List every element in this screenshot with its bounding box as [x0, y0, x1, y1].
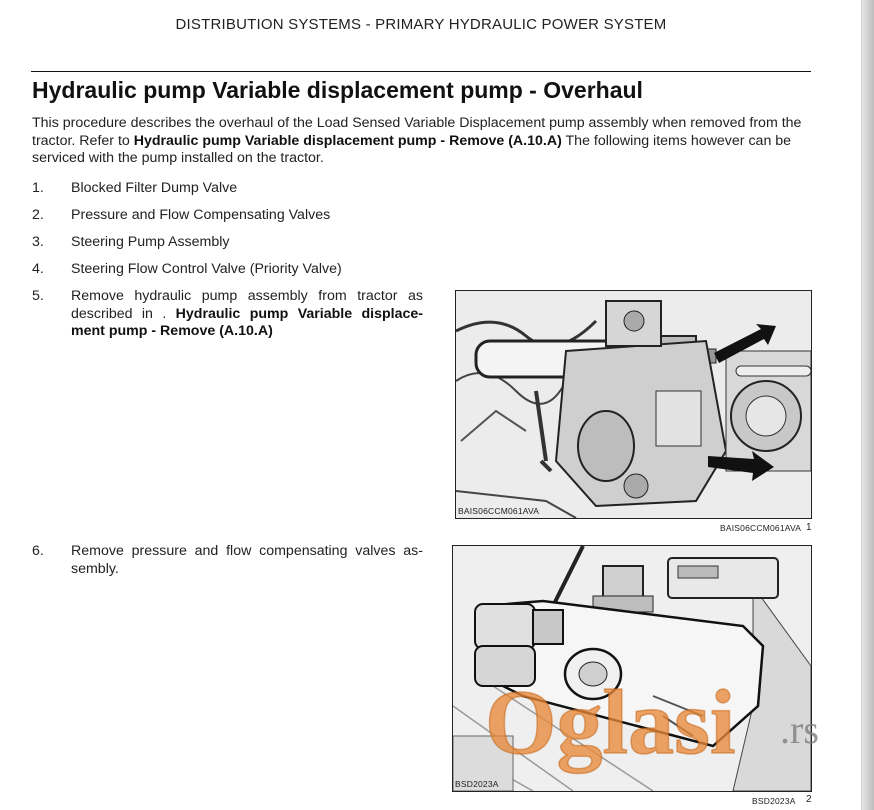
- figure-1-caption-code: BAIS06CCM061AVA: [720, 523, 802, 533]
- intro-reference-link[interactable]: Hydraulic pump Variable displacement pump - Remove (A.10.A): [133, 132, 562, 149]
- step-number: 6.: [32, 543, 44, 559]
- figure-1-number: 1: [806, 522, 812, 533]
- step-5-reference-link[interactable]: Hydraulic pump Variable displace-ment pump - Remove (A.10.A): [71, 305, 423, 339]
- step-text: Pressure and Flow Compensating Valves: [71, 207, 331, 223]
- step-number: 4.: [32, 261, 44, 277]
- step-number: 2.: [32, 207, 44, 223]
- step-number: 1.: [32, 180, 44, 196]
- pump-photo-illustration: [456, 291, 811, 518]
- figure-2-inner-code: BSD2023A: [455, 779, 499, 789]
- step-text: Remove pressure and flow compensating valves as-sembly.: [71, 543, 423, 577]
- step-text: Steering Flow Control Valve (Priority Valve): [71, 261, 342, 277]
- watermark-brand: Oglasi: [485, 671, 736, 773]
- intro-text-1: This procedure describes the overhaul of the Load Sensed Variable Displacement pump assembly when removed from the tractor. Refer to: [32, 115, 802, 149]
- page-edge: [861, 0, 874, 810]
- intro-paragraph: [32, 115, 814, 168]
- oglasi-watermark-logo: [480, 658, 850, 778]
- step-text: Blocked Filter Dump Valve: [71, 180, 238, 196]
- watermark-suffix: .rs: [780, 707, 819, 752]
- figure-2-caption-code: BSD2023A: [752, 796, 796, 806]
- running-header: DISTRIBUTION SYSTEMS - PRIMARY HYDRAULIC POWER SYSTEM: [175, 16, 667, 33]
- step-number: 5.: [32, 288, 44, 304]
- step-5-text: Remove hydraulic pump assembly from tractor as described in .: [71, 288, 423, 322]
- step-text: Steering Pump Assembly: [71, 234, 230, 250]
- step-number: 3.: [32, 234, 44, 250]
- page-title: Hydraulic pump Variable displacement pump - Overhaul: [32, 77, 643, 103]
- intro-text-2: The following items however can be serviced with the pump installed on the tractor.: [32, 132, 792, 166]
- figure-1-photo: [455, 290, 812, 519]
- step-text: [71, 288, 423, 341]
- figure-2-number: 2: [806, 794, 812, 805]
- title-rule: [31, 71, 811, 72]
- figure-1-inner-code: BAIS06CCM061AVA: [458, 506, 540, 516]
